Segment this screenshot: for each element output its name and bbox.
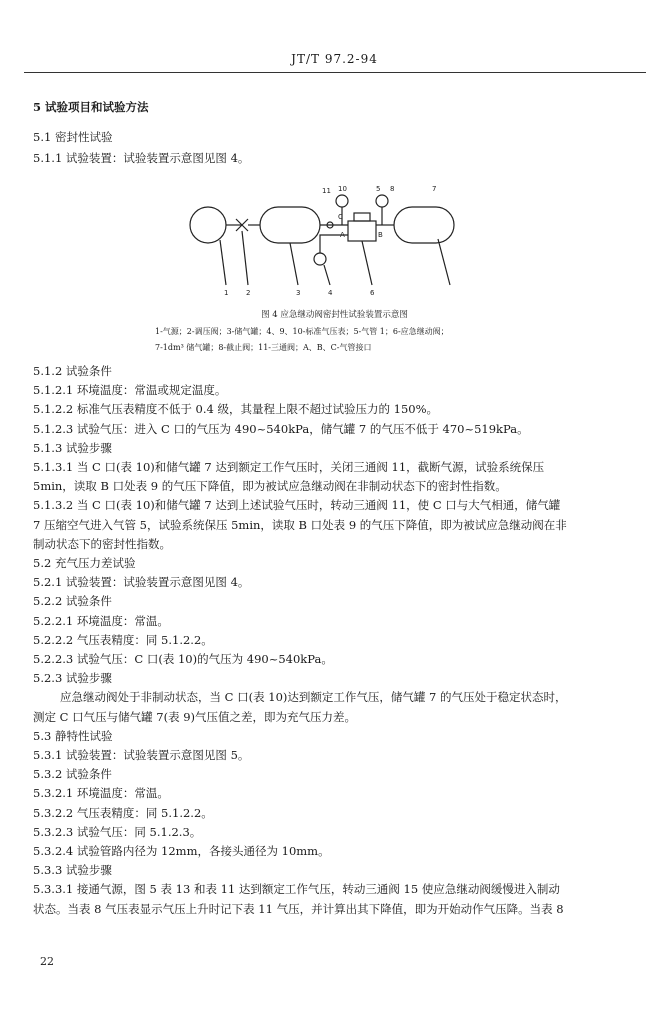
svg-text:10: 10 bbox=[338, 185, 347, 193]
text-line: 5.2.2.1 环境温度：常温。 bbox=[33, 614, 169, 628]
svg-text:B: B bbox=[378, 231, 383, 239]
text-line: 5.1.2.3 试验气压：进入 C 口的气压为 490~540kPa，储气罐 7 的气压不低于 470~519kPa。 bbox=[33, 422, 529, 436]
svg-text:2: 2 bbox=[246, 289, 251, 297]
text-line: 状态。当表 8 气压表显示气压上升时记下表 11 气压，并计算出其下降值，即为开始动作气压降。当表 8 bbox=[33, 902, 564, 916]
text-line: 5.3.2.4 试验管路内径为 12mm，各接头通径为 10mm。 bbox=[33, 844, 330, 858]
text-line: 5.1.2.1 环境温度：常温或规定温度。 bbox=[33, 383, 227, 397]
text-line: 5.3.2.3 试验气压：同 5.1.2.3。 bbox=[33, 825, 202, 839]
text-line: 5.1 密封性试验 bbox=[33, 130, 113, 144]
svg-text:7: 7 bbox=[432, 185, 437, 193]
text-line: 5.1.3.1 当 C 口(表 10)和储气罐 7 达到额定工作气压时，关闭三通阀 11，截断气源，试验系统保压 bbox=[33, 460, 545, 474]
figure-legend-2: 7-1dm³ 储气罐；8-截止阀；11-三通阀；A、B、C-气管接口 bbox=[155, 343, 372, 352]
svg-text:C: C bbox=[338, 213, 343, 221]
text-line: 5.1.3 试验步骤 bbox=[33, 441, 112, 455]
text-line: 5.2.2.3 试验气压：C 口(表 10)的气压为 490~540kPa。 bbox=[33, 652, 333, 666]
text-line: 5.1.2.2 标准气压表精度不低于 0.4 级，其量程上限不超过试验压力的 150%。 bbox=[33, 402, 439, 416]
text-line: 应急继动阀处于非制动状态，当 C 口(表 10)达到额定工作气压，储气罐 7 的气压处于稳定状态时， bbox=[60, 690, 567, 704]
text-line: 5.3.3.1 接通气源，图 5 表 13 和表 11 达到额定工作气压，转动三通阀 15 使应急继动阀缓慢进入制动 bbox=[33, 882, 560, 896]
figure-4-diagram bbox=[180, 185, 480, 305]
text-line: 5.2 充气压力差试验 bbox=[33, 556, 136, 570]
text-line: 5.3 静特性试验 bbox=[33, 729, 113, 743]
svg-text:1: 1 bbox=[224, 289, 229, 297]
svg-text:6: 6 bbox=[370, 289, 375, 297]
text-line: 5.2.1 试验装置：试验装置示意图见图 4。 bbox=[33, 575, 250, 589]
text-line: 制动状态下的密封性指数。 bbox=[33, 537, 171, 551]
tank-3 bbox=[260, 207, 320, 243]
svg-text:11: 11 bbox=[322, 187, 331, 195]
text-line: 7 压缩空气进入气管 5，试验系统保压 5min，读取 B 口处表 9 的气压下降值，即为被试应急继动阀在非 bbox=[33, 518, 567, 532]
tank-7 bbox=[394, 207, 454, 243]
text-line: 5.2.3 试验步骤 bbox=[33, 671, 112, 685]
figure-caption: 图 4 应急继动阀密封性试验装置示意图 bbox=[261, 310, 408, 320]
page-header: JT/T 97.2-94 bbox=[291, 52, 378, 66]
header-rule bbox=[24, 72, 646, 73]
text-line: 5.1.3.2 当 C 口(表 10)和储气罐 7 达到上述试验气压时，转动三通阀 11，使 C 口与大气相通，储气罐 bbox=[33, 498, 561, 512]
page-number: 22 bbox=[40, 955, 54, 968]
text-line: 5.3.2.2 气压表精度：同 5.1.2.2。 bbox=[33, 806, 213, 820]
svg-text:5: 5 bbox=[376, 185, 381, 193]
svg-text:8: 8 bbox=[390, 185, 395, 193]
text-line: 5.3.2 试验条件 bbox=[33, 767, 112, 781]
text-line: 5.2.2.2 气压表精度：同 5.1.2.2。 bbox=[33, 633, 213, 647]
text-line: 5.2.2 试验条件 bbox=[33, 594, 112, 608]
text-line: 5.1.2 试验条件 bbox=[33, 364, 112, 378]
text-line: 测定 C 口气压与储气罐 7(表 9)气压值之差，即为充气压力差。 bbox=[33, 710, 357, 724]
text-line: 5.3.3 试验步骤 bbox=[33, 863, 112, 877]
text-line: 5.3.1 试验装置：试验装置示意图见图 5。 bbox=[33, 748, 250, 762]
text-line: 5.1.1 试验装置：试验装置示意图见图 4。 bbox=[33, 151, 250, 165]
text-line: 5.3.2.1 环境温度：常温。 bbox=[33, 786, 169, 800]
text-line: 5min，读取 B 口处表 9 的气压下降值，即为被试应急继动阀在非制动状态下的密封性指数。 bbox=[33, 479, 507, 493]
svg-text:3: 3 bbox=[296, 289, 301, 297]
air-source bbox=[190, 207, 226, 243]
figure-legend-1: 1-气源；2-调压阀；3-储气罐；4、9、10-标准气压表；5-气管 1；6-应急继动阀； bbox=[155, 327, 449, 336]
svg-text:A: A bbox=[340, 231, 345, 239]
text-line: 5 试验项目和试验方法 bbox=[33, 100, 149, 114]
svg-text:4: 4 bbox=[328, 289, 333, 297]
